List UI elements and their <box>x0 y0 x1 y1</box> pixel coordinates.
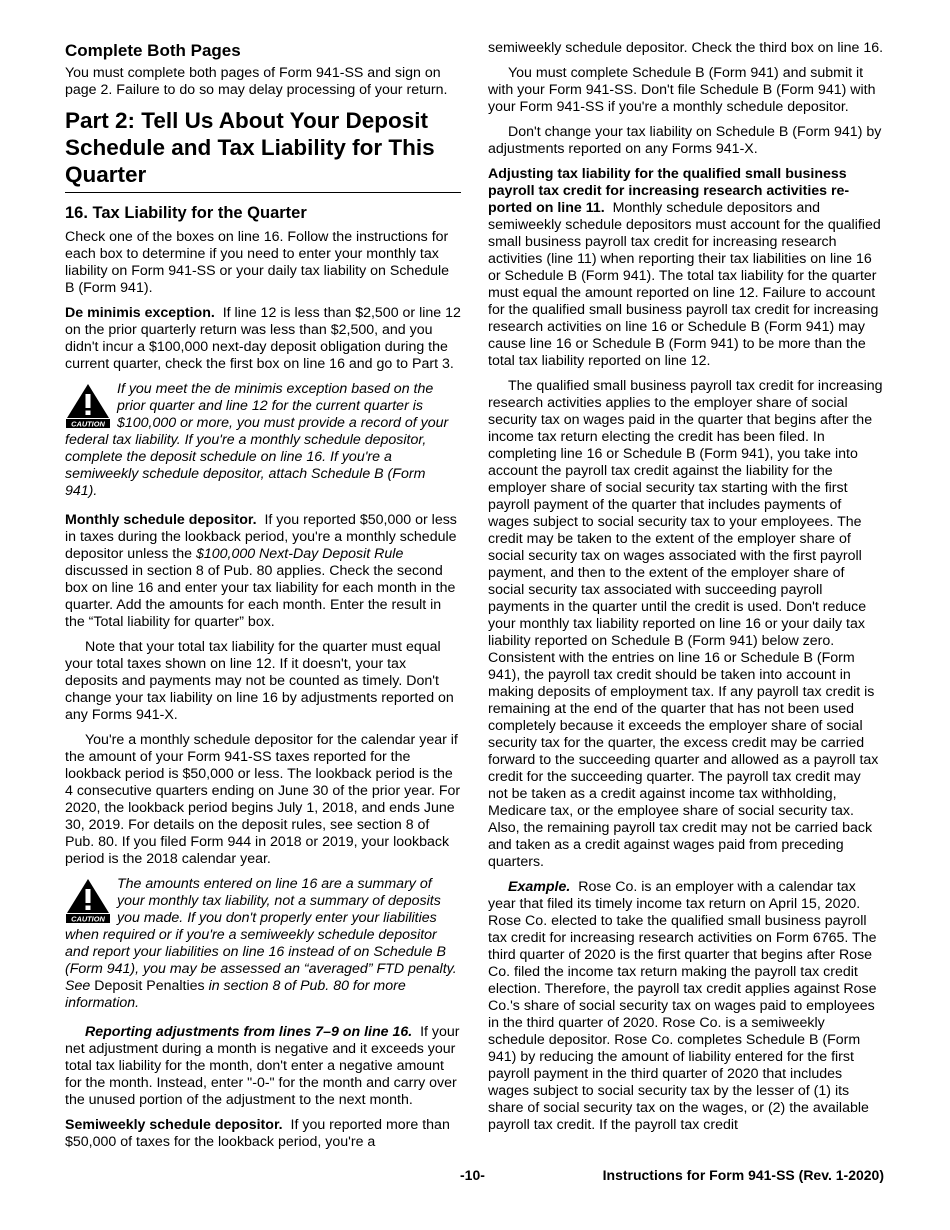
schedule-b-paragraph: You must complete Schedule B (Form 941) and submit it with your Form 941-SS. Don't file Schedule B (Form 941) with your Form 941-SS if you're a monthly schedule depositor. <box>488 65 876 115</box>
adjustments-paragraph <box>65 1024 461 1109</box>
caution-icon <box>65 383 111 429</box>
adjusting-liability-text: Monthly schedule depositors and semiweekly schedule depositors must account for the qualified small business payroll tax credit for increasing research activities (line 11) when reporting their tax liabilities on line 16 or Schedule B (Form 941). The total tax liability for the quarter must equal the amount reported on line 12. Failure to account for the qualified small business payroll tax credit for increasing research activities on line 16 or Schedule B (Form 941) may cause line 16 or Schedule B (Form 941) to be more than the total tax liability reported on line 12. <box>488 200 881 369</box>
semiweekly-paragraph <box>65 1117 461 1151</box>
monthly-depositor-lead: Monthly schedule depositor. <box>65 512 257 528</box>
lookback-paragraph: You're a monthly schedule depositor for the calendar year if the amount of your Form 941-SS taxes reported for the lookback period is $50,000 or less. The lookback period is the 4 consecutive quarters ending on June 30 of the prior year. For 2020, the lookback period begins July 1, 2018, and ends June 30, 2019. For details on the deposit rules, see section 8 of Pub. 80. If you filed Form 944 in 2018 or 2019, your lookback period is the 2018 calendar year. <box>65 732 461 867</box>
note-paragraph: Note that your total tax liability for the quarter must equal your total taxes shown on line 12. If it doesn't, your tax deposits and payments may not be counted as timely. Don't change your tax liability on line 16 by adjustments reported on any Forms 941-X. <box>65 639 454 723</box>
caution-note-2 <box>65 876 461 1012</box>
de-minimis-text: If line 12 is less than $2,500 or line 12 on the prior quarterly return was less than $2,500, and you didn't incur a $100,000 next-day deposit obligation during the current quarter, check the first box on line 16 and go to Part 3. <box>65 305 461 372</box>
monthly-depositor-text-cont: discussed in section 8 of Pub. 80 applies. Check the second box on line 16 and enter your tax liability for each month in the quarter. Add the amounts for each month. Enter the result in the “Total liability for quarter” box. <box>65 563 456 630</box>
page-number: -10- <box>460 1167 485 1183</box>
monthly-depositor-paragraph <box>65 512 461 631</box>
example-text: Rose Co. is an employer with a calendar tax year that filed its timely income tax return on April 15, 2020. Rose Co. elected to take the qualified small business payroll tax credit for increasing research activities on Form 6765. The third quarter of 2020 is the first quarter that begins after Rose Co. filed the income tax return making the payroll tax credit election. Therefore, the payroll tax credit applies against Rose Co.'s share of social security tax on wages paid to employees in the third quarter of 2020. Rose Co. is a semiweekly schedule depositor. Rose Co. completes Schedule B (Form 941) by reducing the amount of liability entered for the first payroll payment in the third quarter of 2020 that includes wages subject to social security tax by the lesser of (1) its share of social security tax on the wages, or (2) the available payroll tax credit. If the payroll tax credit <box>488 879 877 1133</box>
caution-label: CAUTION <box>71 419 105 429</box>
complete-both-pages-text: You must complete both pages of Form 941-SS and sign on page 2. Failure to do so may delay processing of your return. <box>65 65 448 98</box>
part2-heading: Part 2: Tell Us About Your Deposit Schedule and Tax Liability for This Quarter <box>65 107 461 193</box>
example-paragraph <box>488 879 884 1134</box>
line16-heading: 16. Tax Liability for the Quarter <box>65 204 307 222</box>
adjustments-lead: Reporting adjustments from lines 7–9 on line 16. <box>85 1024 413 1040</box>
next-day-deposit-rule: $100,000 Next-Day Deposit Rule <box>195 546 404 562</box>
dont-change-paragraph: Don't change your tax liability on Schedule B (Form 941) by adjustments reported on any Forms 941-X. <box>488 124 882 157</box>
line16-text: Check one of the boxes on line 16. Follow the instructions for each box to determine if you need to enter your monthly tax liability on Form 941-SS or your daily tax liability on Schedule B (Form 941). <box>65 229 450 296</box>
caution-text-2-cont: in section 8 of Pub. 80 for more information. <box>65 978 406 1011</box>
de-minimis-lead: De minimis exception. <box>65 305 215 321</box>
right-column <box>488 40 884 1142</box>
example-lead: Example. <box>508 879 571 895</box>
caution-text-1: If you meet the de minimis exception based on the prior quarter and line 12 for the current quarter is $100,000 or more, you must provide a record of your federal tax liability. If you're a monthly schedule depositor, complete the deposit schedule on line 16. If you're a semiweekly schedule depositor, attach Schedule B (Form 941). <box>65 381 449 499</box>
caution-label: CAUTION <box>71 914 105 924</box>
semiweekly-text: If you reported more than $50,000 of taxes for the lookback period, you're a <box>65 1117 450 1150</box>
de-minimis-paragraph <box>65 305 461 373</box>
adjusting-liability-paragraph <box>488 166 884 370</box>
adjustments-text: If your net adjustment during a month is negative and it exceeds your total tax liability for the month, don't enter a negative amount for the month. Instead, enter "-0-" for the month and carry over the unused portion of the adjustment to the next month. <box>65 1024 460 1108</box>
deposit-penalties-ref: Deposit Penalties <box>94 978 205 994</box>
semiweekly-lead: Semiweekly schedule depositor. <box>65 1117 283 1133</box>
caution-text-2: The amounts entered on line 16 are a summary of your monthly tax liability, not a summary of deposits you made. If you don't properly enter your liabilities when required or if you're a semiweekly schedule depositor and report your liabilities on line 16 instead of on Schedule B (Form 941), you may be assessed an “averaged” FTD penalty. See <box>65 876 457 994</box>
left-column <box>65 40 461 1159</box>
caution-note-1 <box>65 381 461 500</box>
monthly-depositor-text: If you reported $50,000 or less in taxes during the lookback period, you're a monthly schedule depositor unless the <box>65 512 457 562</box>
payroll-credit-paragraph: The qualified small business payroll tax credit for increasing research activities applies to the employer share of social security tax on wages paid in the quarter that begins after the income tax return electing the credit has been filed. In completing line 16 or Schedule B (Form 941), you take into account the payroll tax credit against the liability for the employer share of social security tax starting with the first payroll payment of the quarter that includes payments of wages subject to social security tax to your employees. The credit may be taken to the extent of the employer share of social security tax on wages associated with the first payroll payment, and then to the extent of the employer share of social security tax associated with succeeding payroll payments in the quarter until the credit is used. Don't reduce your monthly tax liability reported on line 16 or your daily tax liability reported on Schedule B (Form 941) below zero. Consistent with the entries on line 16 or Schedule B (Form 941), the payroll tax credit should be taken into account in making deposits of employment tax. If any payroll tax credit is remaining at the end of the quarter that has not been used completely because it exceeds the employer share of social security tax for the quarter, the excess credit may be carried forward to the succeeding quarter and allowed as a payroll tax credit for the succeeding quarter. The payroll tax credit may not be taken as a credit against income tax withholding, Medicare tax, or the employee share of social security tax. Also, the remaining payroll tax credit may not be carried back and taken as a credit against wages paid from preceding quarters. <box>488 378 883 870</box>
complete-both-pages-heading: Complete Both Pages <box>65 41 241 60</box>
adjusting-liability-lead: Adjusting tax liability for the qualified small business payroll tax credit for increasing research activities re-ported on line 11. <box>488 166 850 216</box>
semiweekly-continued: semiweekly schedule depositor. Check the third box on line 16. <box>488 40 884 56</box>
form-title-footer: Instructions for Form 941-SS (Rev. 1-2020) <box>602 1167 884 1183</box>
caution-icon <box>65 878 111 924</box>
